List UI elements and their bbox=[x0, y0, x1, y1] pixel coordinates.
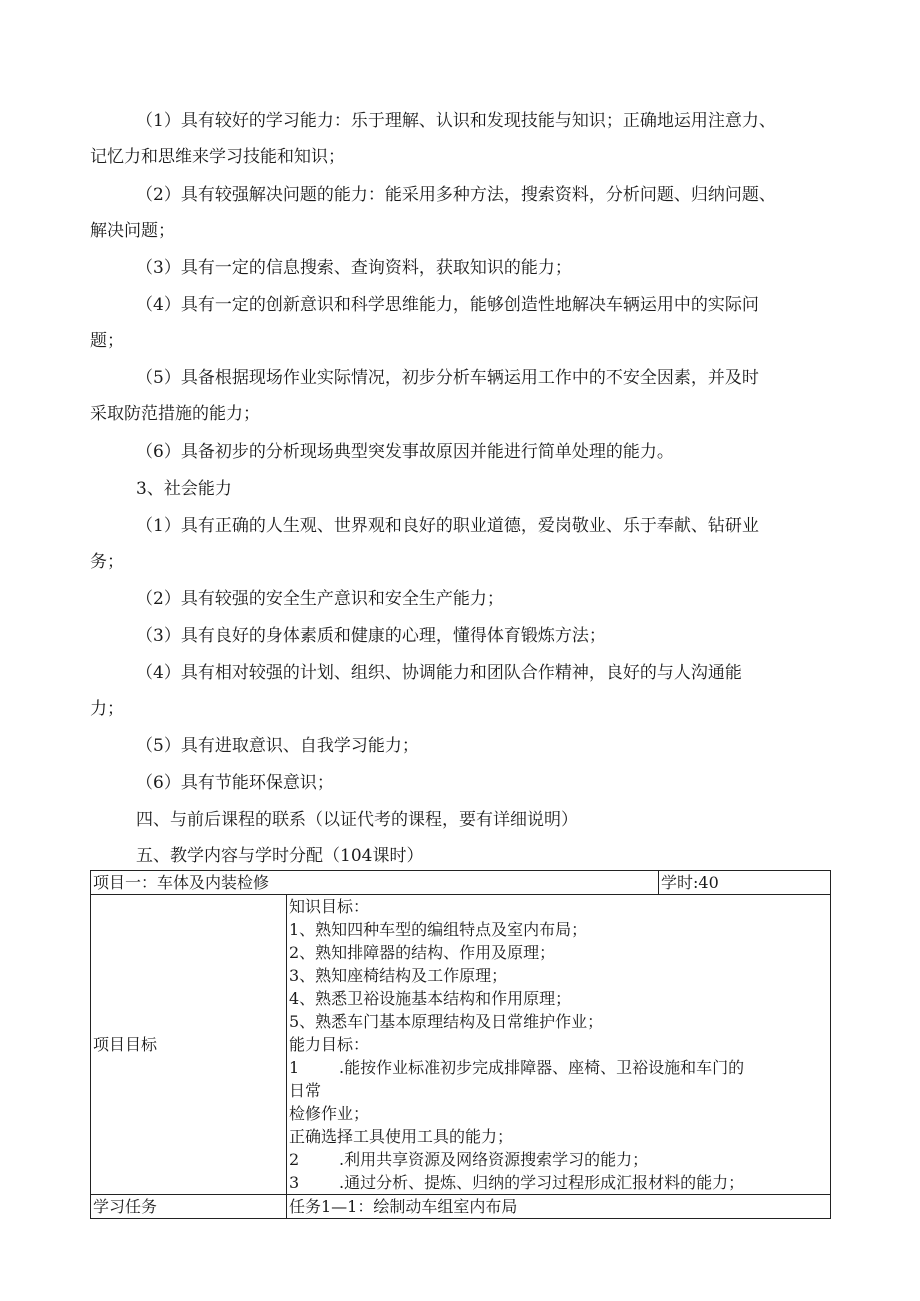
table-row bbox=[91, 1195, 831, 1219]
social-item-3: （3）具有良好的身体素质和健康的心理，懂得体育锻炼方法； bbox=[136, 626, 606, 646]
social-item-2: （2）具有较强的安全生产意识和安全生产能力； bbox=[136, 589, 504, 609]
ability-item-4: （4）具有一定的创新意识和科学思维能力，能够创造性地解决车辆运用中的实际问 题； bbox=[90, 295, 759, 351]
ability-item-3: （3）具有一定的信息搜索、查询资料，获取知识的能力； bbox=[136, 258, 572, 278]
ability-goal-2 bbox=[289, 1148, 828, 1171]
ability-goal-1-text: .能按作业标准初步完成排障器、座椅、卫裕设施和车门的 bbox=[339, 1058, 745, 1077]
social-item-1: （1）具有正确的人生观、世界观和良好的职业道德，爱岗敬业、乐于奉献、钻研业 务； bbox=[90, 516, 759, 572]
ability-goal-1-number: 1 bbox=[289, 1058, 300, 1077]
objectives-label-cell: 项目目标 bbox=[91, 895, 287, 1195]
ability-goal-1-continued-2: 检修作业； bbox=[289, 1104, 370, 1123]
knowledge-item-1: 1、熟知四种车型的编组特点及室内布局； bbox=[289, 920, 588, 939]
social-ability-heading: 3、社会能力 bbox=[136, 479, 232, 499]
ability-goal-2-number: 2 bbox=[289, 1150, 300, 1169]
ability-goal-1-continued-3: 正确选择工具使用工具的能力； bbox=[289, 1127, 514, 1146]
social-item-5: （5）具有进取意识、自我学习能力； bbox=[136, 736, 419, 756]
ability-item-2: （2）具有较强解决问题的能力：能采用多种方法，搜索资料，分析问题、归纳问题、 解决问题； bbox=[90, 185, 776, 241]
ability-item-1: （1）具有较好的学习能力：乐于理解、认识和发现技能与知识；正确地运用注意力、 记忆力和思维来学习技能和知识； bbox=[90, 111, 776, 167]
section-4-heading: 四、与前后课程的联系（以证代考的课程，要有详细说明） bbox=[136, 810, 578, 830]
section-5-heading: 五、教学内容与学时分配（104课时） bbox=[136, 846, 424, 866]
ability-heading: 能力目标： bbox=[289, 1035, 370, 1054]
project-title-cell: 项目一：车体及内装检修 bbox=[91, 871, 659, 895]
ability-goal-1-continued: 日常 bbox=[289, 1081, 322, 1100]
ability-goal-3-text: .通过分析、提炼、归纳的学习过程形成汇报材料的能力； bbox=[339, 1173, 745, 1192]
social-item-4: （4）具有相对较强的计划、组织、协调能力和团队合作精神，良好的与人沟通能 力； bbox=[90, 663, 742, 719]
table-row bbox=[91, 895, 831, 1195]
knowledge-item-2: 2、熟知排障器的结构、作用及原理； bbox=[289, 943, 556, 962]
knowledge-item-5: 5、熟悉车门基本原理结构及日常维护作业； bbox=[289, 1012, 604, 1031]
ability-item-5: （5）具备根据现场作业实际情况，初步分析车辆运用工作中的不安全因素，并及时 采取防范措施的能力； bbox=[90, 368, 759, 424]
ability-goal-3-number: 3 bbox=[289, 1173, 300, 1192]
task-label-cell: 学习任务 bbox=[91, 1195, 287, 1219]
knowledge-heading: 知识目标： bbox=[289, 897, 370, 916]
social-item-6: （6）具有节能环保意识； bbox=[136, 773, 334, 793]
course-plan-table bbox=[90, 870, 831, 1219]
knowledge-item-3: 3、熟知座椅结构及工作原理； bbox=[289, 966, 508, 985]
task-content-cell: 任务1—1：绘制动车组室内布局 bbox=[287, 1195, 831, 1219]
objectives-content-cell bbox=[287, 895, 831, 1195]
ability-goal-2-text: .利用共享资源及网络资源搜索学习的能力； bbox=[339, 1150, 649, 1169]
hours-cell: 学时:40 bbox=[659, 871, 831, 895]
table-row bbox=[91, 871, 831, 895]
ability-goal-1 bbox=[289, 1056, 828, 1079]
ability-goal-3 bbox=[289, 1171, 828, 1194]
knowledge-item-4: 4、熟悉卫裕设施基本结构和作用原理； bbox=[289, 989, 572, 1008]
ability-item-6: （6）具备初步的分析现场典型突发事故原因并能进行简单处理的能力。 bbox=[136, 442, 674, 462]
